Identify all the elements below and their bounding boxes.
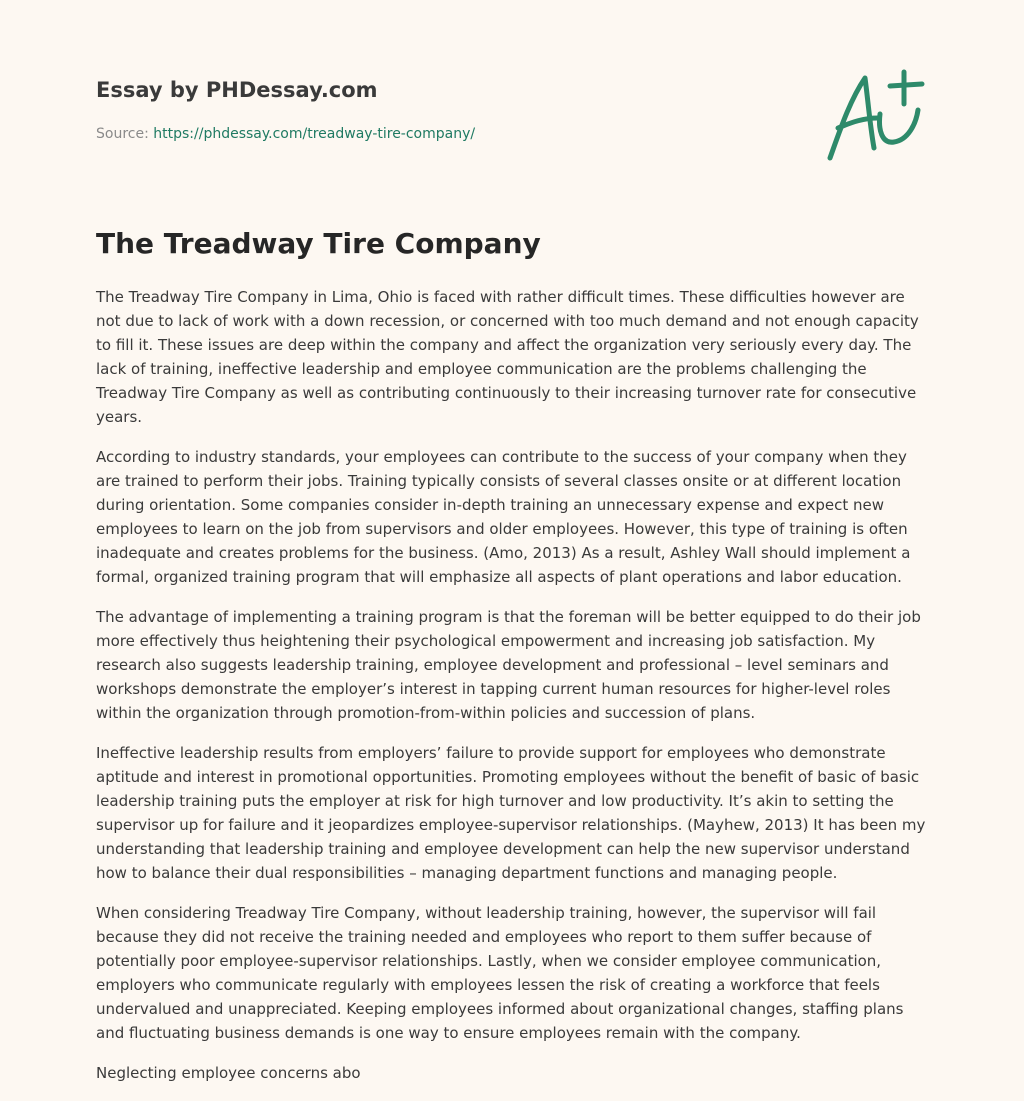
essay-title: The Treadway Tire Company (96, 227, 541, 260)
source-line (96, 124, 796, 144)
essay-paragraph-truncated: Neglecting employee concerns abo (96, 1064, 361, 1082)
essay-paragraph: When considering Treadway Tire Company, without leadership training, however, the supervisor will fail because they did not receive the training needed and employees who report to them suffer because of potentially poor employee-supervisor relationships. Lastly, when we consider employee communication, employers who communicate regularly with employees lessen the risk of creating a workforce that feels undervalued and unappreciated. Keeping employees informed about organizational changes, staffing plans and fluctuating business demands is one way to ensure employees remain with the company. (96, 904, 904, 1042)
essay-paragraph: Ineffective leadership results from employers’ failure to provide support for employees who demonstrate aptitude and interest in promotional opportunities. Promoting employees without the benefit of basic of basic leadership training puts the employer at risk for high turnover and low productivity. It’s akin to setting the supervisor up for failure and it jeopardizes employee-supervisor relationships. (Mayhew, 2013) It has been my understanding that leadership training and employee development can help the new supervisor understand how to balance their dual responsibilities – managing department functions and managing people. (96, 744, 926, 882)
essay-paragraph: The Treadway Tire Company in Lima, Ohio is faced with rather difficult times. These difficulties however are not due to lack of work with a down recession, or concerned with too much demand and not enough capacity to fill it. These issues are deep within the company and affect the organization very seriously every day. The lack of training, ineffective leadership and employee communication are the problems challenging the Treadway Tire Company as well as contributing continuously to their increasing turnover rate for consecutive years. (96, 288, 919, 426)
essay-body (96, 285, 932, 1101)
a-plus-grade-icon (820, 68, 928, 164)
site-brand: Essay by PHDessay.com (96, 78, 378, 102)
source-label: Source: (96, 126, 149, 142)
essay-paragraph: According to industry standards, your employees can contribute to the success of your company when they are trained to perform their jobs. Training typically consists of several classes onsite or at different location during orientation. Some companies consider in-depth training an unnecessary expense and expect new employees to learn on the job from supervisors and older employees. However, this type of training is often inadequate and creates problems for the business. (Amo, 2013) As a result, Ashley Wall should implement a formal, organized training program that will emphasize all aspects of plant operations and labor education. (96, 448, 911, 586)
source-link[interactable]: https://phdessay.com/treadway-tire-company/ (153, 126, 476, 142)
essay-header (96, 76, 796, 144)
essay-paragraph: The advantage of implementing a training program is that the foreman will be better equipped to do their job more effectively thus heightening their psychological empowerment and increasing job satisfaction. My research also suggests leadership training, employee development and professional – level seminars and workshops demonstrate the employer’s interest in tapping current human resources for higher-level roles within the organization through promotion-from-within policies and succession of plans. (96, 608, 921, 722)
